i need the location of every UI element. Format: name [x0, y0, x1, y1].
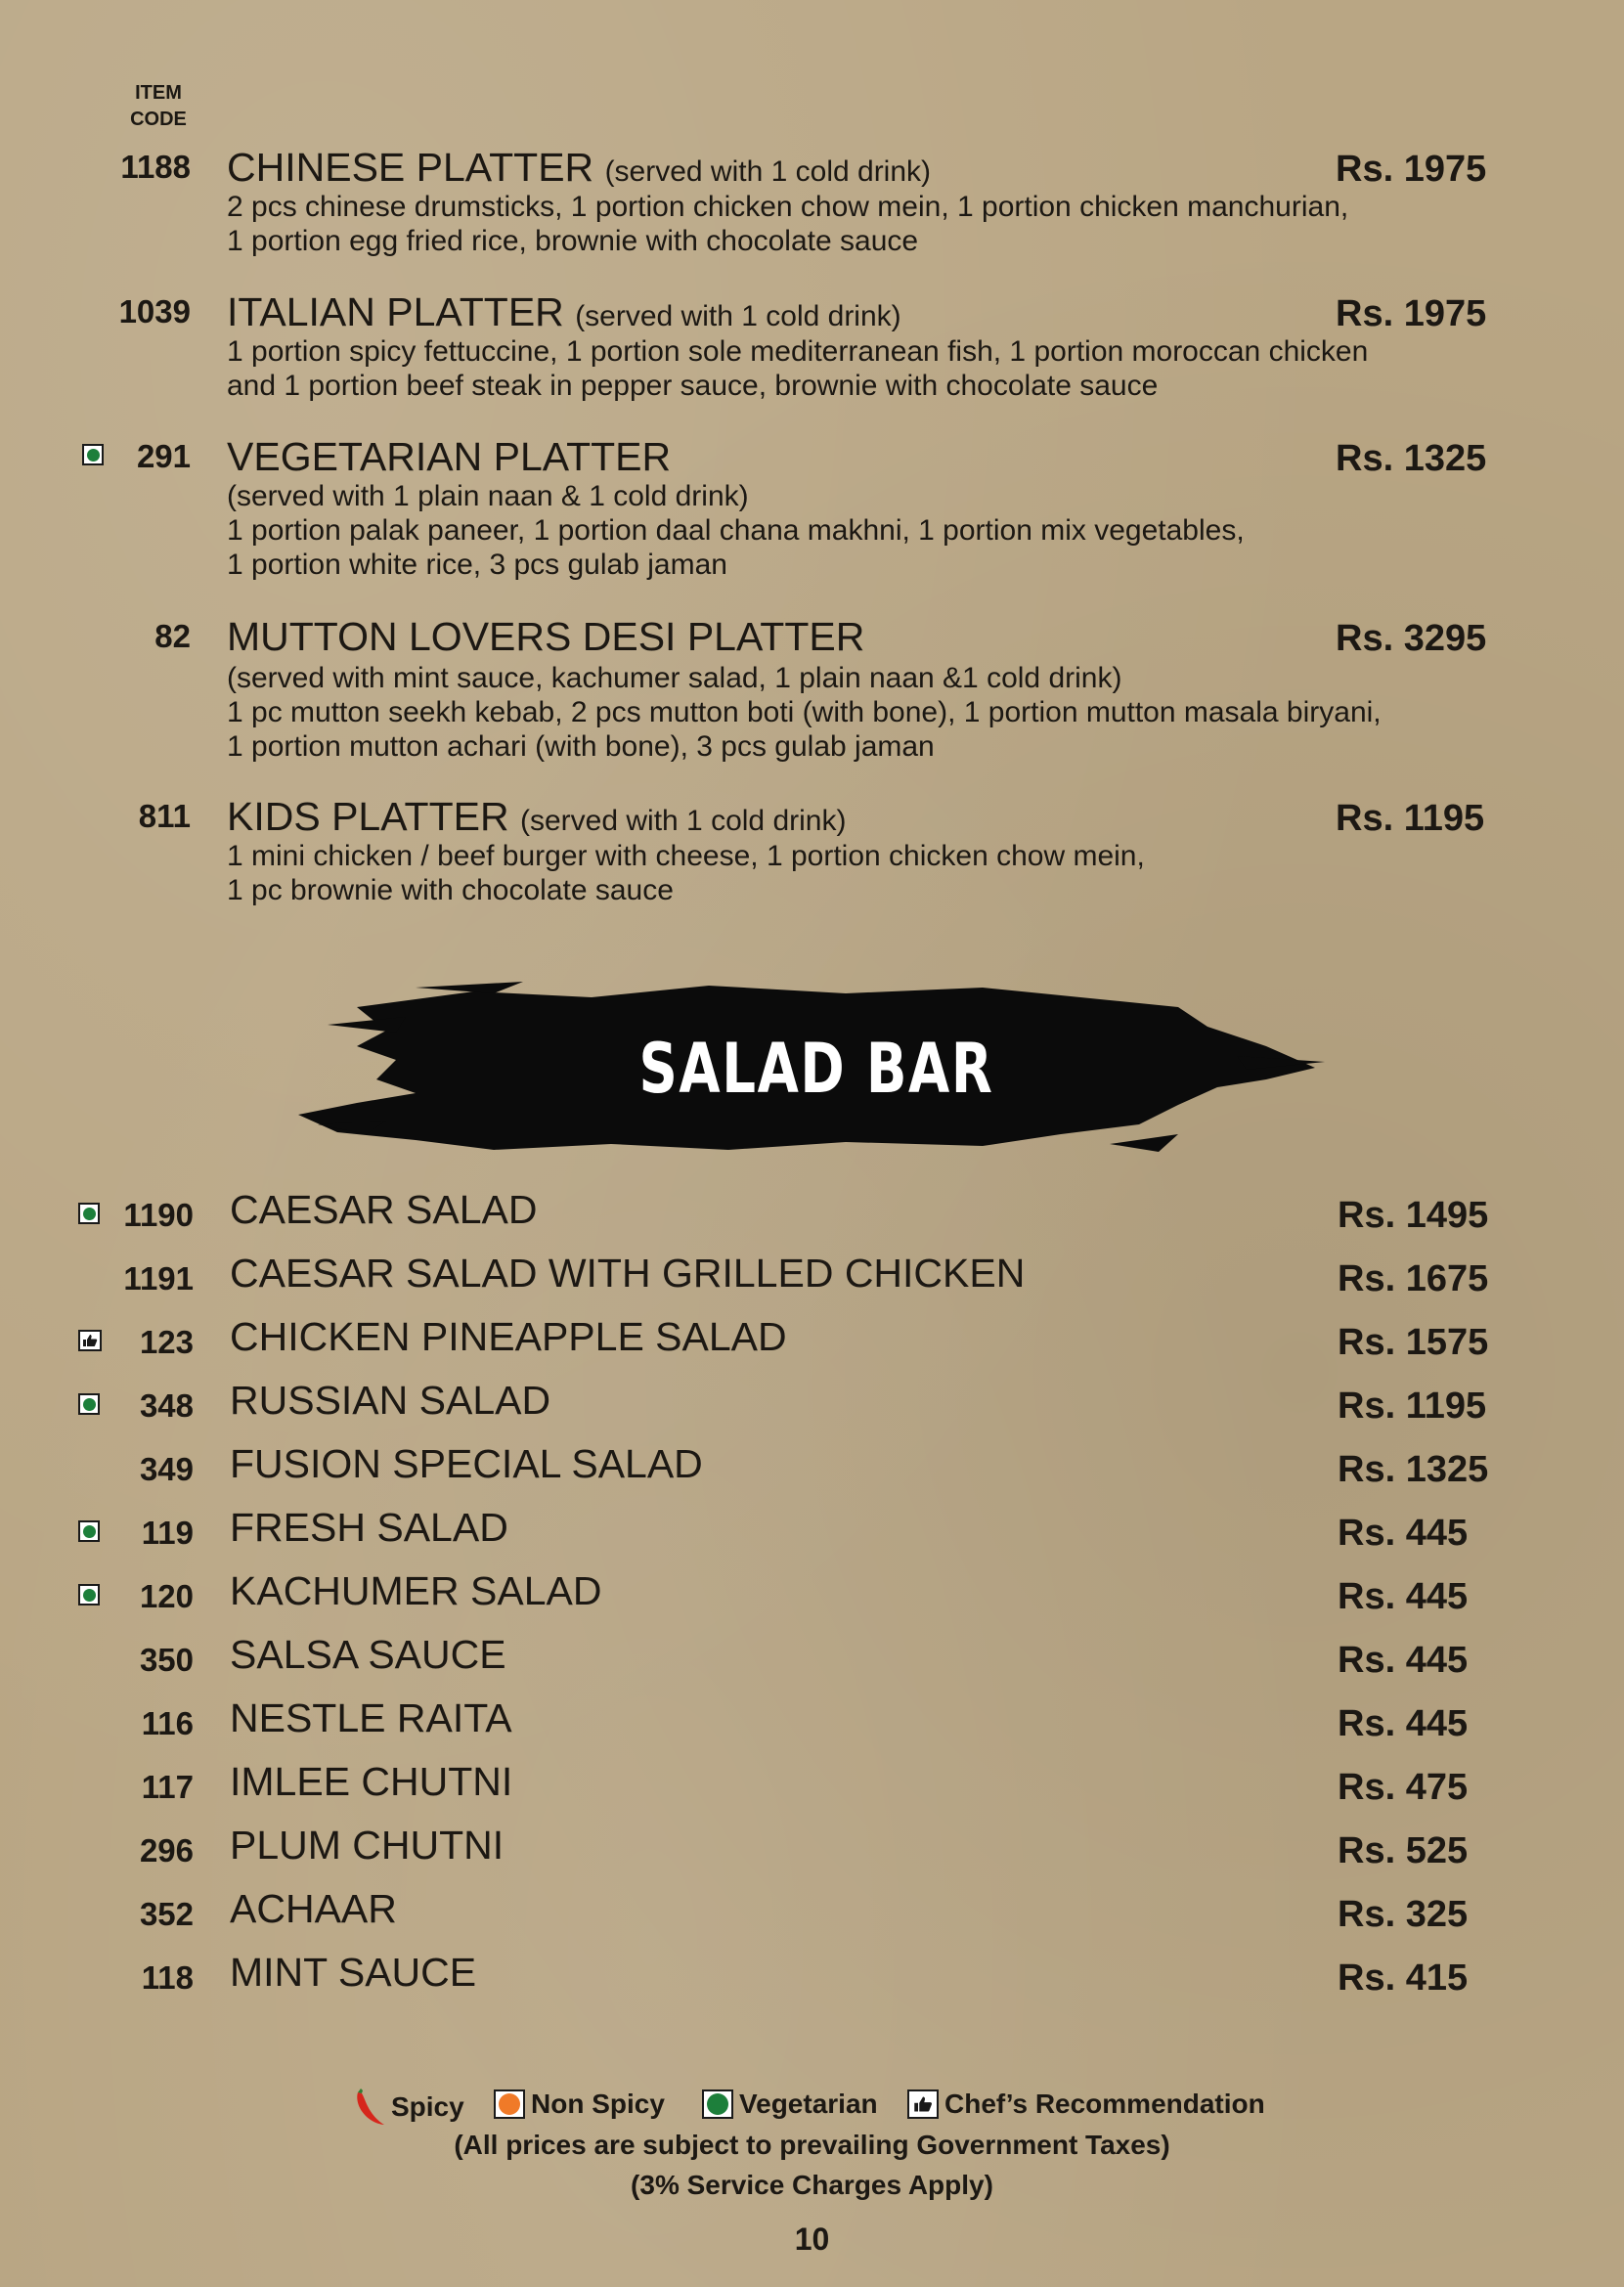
- section-title: SALAD BAR: [638, 1029, 994, 1109]
- item-code: 116: [141, 1705, 194, 1741]
- item-price: Rs. 1495: [1338, 1195, 1489, 1236]
- salad-item-row: [0, 1630, 1624, 1689]
- legend-vegetarian: Vegetarian: [702, 2089, 878, 2120]
- item-code: 1190: [123, 1197, 194, 1233]
- item-name-line: [227, 434, 671, 479]
- item-name: CAESAR SALAD: [230, 1187, 538, 1232]
- item-name: PLUM CHUTNI: [230, 1823, 505, 1868]
- item-code: 1039: [118, 293, 191, 330]
- item-name: ACHAAR: [230, 1886, 397, 1931]
- item-code: 291: [136, 438, 191, 474]
- salad-item-row: [0, 1376, 1624, 1434]
- chili-pepper-icon: [352, 2089, 385, 2126]
- salad-item-row: [0, 1693, 1624, 1752]
- salad-item-row: [0, 1185, 1624, 1244]
- item-code: 1191: [123, 1260, 194, 1297]
- item-code: 119: [141, 1515, 194, 1551]
- page-number: 10: [794, 2221, 830, 2257]
- item-name: FUSION SPECIAL SALAD: [230, 1441, 703, 1486]
- legend-chef-recommendation: Chef’s Recommendation: [907, 2089, 1265, 2120]
- item-price: Rs. 475: [1338, 1767, 1469, 1808]
- chef-recommendation-icon: [78, 1330, 102, 1351]
- item-price: Rs. 1195: [1336, 798, 1485, 839]
- salad-item-row: [0, 1312, 1624, 1371]
- item-description: 1 mini chicken / beef burger with cheese, 1 portion chicken chow mein, 1 pc brownie with chocolate sauce: [227, 840, 1145, 906]
- vegetarian-icon: [78, 1520, 100, 1542]
- thumbs-up-icon: [82, 1334, 98, 1347]
- salad-item-row: [0, 1566, 1624, 1625]
- item-name: MUTTON LOVERS DESI PLATTER: [227, 614, 865, 659]
- item-price: Rs. 1675: [1338, 1258, 1489, 1299]
- salad-item-row: [0, 1503, 1624, 1561]
- item-code: 117: [141, 1769, 194, 1805]
- section-banner: [298, 978, 1335, 1164]
- item-name: VEGETARIAN PLATTER: [227, 434, 672, 479]
- item-name: CAESAR SALAD WITH GRILLED CHICKEN: [230, 1251, 1026, 1296]
- item-price: Rs. 1325: [1338, 1449, 1489, 1490]
- salad-item-row: [0, 1757, 1624, 1816]
- item-name: MINT SAUCE: [230, 1950, 477, 1995]
- item-price: Rs. 445: [1338, 1640, 1469, 1681]
- salad-item-row: [0, 1884, 1624, 1943]
- item-name: CHICKEN PINEAPPLE SALAD: [230, 1314, 787, 1359]
- item-note: (served with 1 cold drink): [520, 805, 847, 837]
- item-description: (served with 1 plain naan & 1 cold drink) 1 portion palak paneer, 1 portion daal chana makhni, 1 portion mix vegetables, 1 portion white rice, 3 pcs gulab jaman: [227, 480, 1245, 581]
- item-name: CHINESE PLATTER: [227, 145, 594, 190]
- vegetarian-icon: [78, 1584, 100, 1605]
- item-price: Rs. 325: [1338, 1894, 1469, 1935]
- salad-item-row: [0, 1821, 1624, 1879]
- service-charge-note: (3% Service Charges Apply): [631, 2170, 993, 2200]
- legend-spicy: Spicy: [352, 2089, 464, 2126]
- item-code: 350: [139, 1642, 194, 1678]
- item-description: (served with mint sauce, kachumer salad, 1 plain naan &1 cold drink) 1 pc mutton seekh kebab, 2 pcs mutton boti (with bone), 1 portion mutton masala biryani, 1 portion mutton achari (with bone), 3 pcs gulab jaman: [227, 662, 1382, 763]
- salad-item-row: [0, 1249, 1624, 1307]
- item-name: IMLEE CHUTNI: [230, 1759, 513, 1804]
- item-code: 811: [138, 798, 191, 834]
- item-name: FRESH SALAD: [230, 1505, 508, 1550]
- item-description: 1 portion spicy fettuccine, 1 portion sole mediterranean fish, 1 portion moroccan chicken and 1 portion beef steak in pepper sauce, brownie with chocolate sauce: [227, 335, 1369, 402]
- non-spicy-icon: [494, 2089, 525, 2119]
- item-name: SALSA SAUCE: [230, 1632, 506, 1677]
- item-code: 82: [154, 618, 191, 654]
- item-price: Rs. 1325: [1336, 438, 1487, 479]
- item-name-line: [227, 614, 864, 659]
- salad-item-row: [0, 1439, 1624, 1498]
- item-price: Rs. 1575: [1338, 1322, 1489, 1363]
- salad-item-row: [0, 1948, 1624, 2006]
- item-note: (served with 1 cold drink): [604, 155, 932, 188]
- vegetarian-icon: [78, 1203, 100, 1224]
- item-code: 118: [141, 1959, 194, 1996]
- item-code: 120: [139, 1578, 194, 1614]
- vegetarian-icon: [702, 2089, 733, 2119]
- item-code: 123: [139, 1324, 194, 1360]
- item-name-line: [227, 794, 846, 844]
- item-price: Rs. 445: [1338, 1513, 1469, 1554]
- legend-non-spicy: Non Spicy: [494, 2089, 665, 2120]
- item-code: 348: [139, 1387, 194, 1424]
- item-name: KACHUMER SALAD: [230, 1568, 602, 1613]
- item-price: Rs. 3295: [1336, 618, 1487, 659]
- item-description: 2 pcs chinese drumsticks, 1 portion chicken chow mein, 1 portion chicken manchurian, 1 portion egg fried rice, brownie with chocolate sauce: [227, 191, 1349, 257]
- item-price: Rs. 1975: [1336, 293, 1487, 334]
- item-code-header: ITEM CODE: [130, 82, 187, 130]
- item-name-line: [227, 145, 931, 195]
- item-code: 352: [139, 1896, 194, 1932]
- item-price: Rs. 445: [1338, 1703, 1469, 1744]
- item-note: (served with 1 cold drink): [575, 300, 901, 332]
- item-name: NESTLE RAITA: [230, 1695, 512, 1740]
- item-price: Rs. 445: [1338, 1576, 1469, 1617]
- item-price: Rs. 1195: [1338, 1385, 1487, 1427]
- item-price: Rs. 525: [1338, 1830, 1469, 1871]
- item-code: 1188: [120, 149, 191, 185]
- item-name: ITALIAN PLATTER: [227, 289, 564, 334]
- vegetarian-icon: [78, 1393, 100, 1415]
- item-code: 296: [139, 1832, 194, 1869]
- item-name: KIDS PLATTER: [227, 794, 509, 839]
- item-price: Rs. 1975: [1336, 149, 1487, 190]
- item-code: 349: [139, 1451, 194, 1487]
- vegetarian-icon: [82, 444, 104, 465]
- legend: [0, 2089, 1624, 2128]
- item-price: Rs. 415: [1338, 1957, 1469, 1999]
- item-name-line: [227, 289, 901, 339]
- chef-recommendation-icon: [907, 2089, 939, 2119]
- item-name: RUSSIAN SALAD: [230, 1378, 551, 1423]
- tax-note: (All prices are subject to prevailing Government Taxes): [454, 2130, 1170, 2160]
- thumbs-up-icon: [913, 2095, 933, 2113]
